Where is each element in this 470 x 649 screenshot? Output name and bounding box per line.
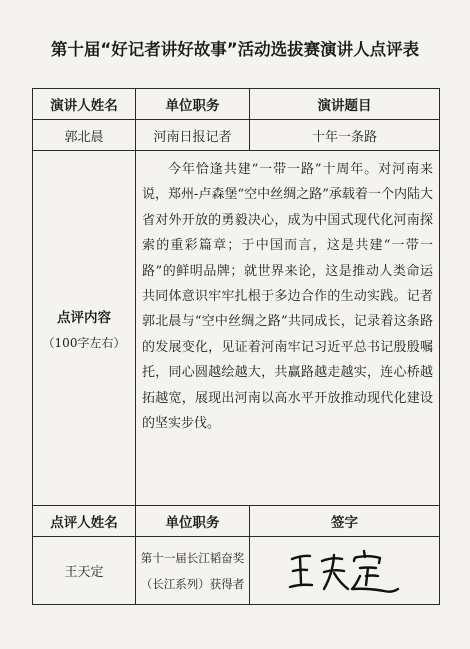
comment-label-note: （100字左右） [42, 335, 126, 350]
header-reviewer-unit: 单位职务 [136, 506, 250, 537]
form-title: 第十届“好记者讲好故事”活动选拔赛演讲人点评表 [50, 40, 420, 59]
speaker-unit: 河南日报记者 [136, 120, 250, 151]
speaker-name: 郭北晨 [33, 120, 136, 151]
reviewer-row [33, 537, 440, 605]
comment-label-cell [33, 151, 136, 506]
header-speaker-topic: 演讲题目 [250, 89, 440, 120]
reviewer-header-row [33, 506, 440, 537]
speaker-topic: 十年一条路 [250, 120, 440, 151]
speaker-row [33, 120, 440, 151]
comment-row [33, 151, 440, 506]
comment-label: 点评内容 [57, 309, 111, 326]
header-reviewer-name: 点评人姓名 [33, 506, 136, 537]
reviewer-unit [136, 537, 250, 605]
evaluation-table [32, 88, 440, 605]
header-speaker-name: 演讲人姓名 [33, 89, 136, 120]
signature-cell [250, 537, 440, 605]
handwritten-signature [280, 543, 410, 599]
reviewer-unit-line1: 第十一届长江韬奋奖 [140, 550, 245, 565]
reviewer-name: 王天定 [33, 537, 136, 605]
header-signature: 签字 [250, 506, 440, 537]
reviewer-unit-line2: （长江系列）获得者 [140, 576, 245, 591]
speaker-header-row [33, 89, 440, 120]
comment-text: 今年恰逢共建“一带一路”十周年。对河南来说，郑州-卢森堡“空中丝绸之路”承载着一个内陆大省对外开放的勇毅决心，成为中国式现代化河南探索的重彩篇章；于中国而言，这是共建“一带一路”的鲜明品牌；就世界来论，这是推动人类命运共同体意识牢牢扎根于多边合作的生动实践。记者郭北晨与“空中丝绸之路”共同成长，记录着这条路的发展变化，见证着河南牢记习近平总书记殷殷嘱托，同心圆越绘越大，共赢路越走越实，连心桥越拓越宽，展现出河南以高水平开放推动现代化建设的坚实步伐。 [136, 151, 440, 506]
header-speaker-unit: 单位职务 [136, 89, 250, 120]
